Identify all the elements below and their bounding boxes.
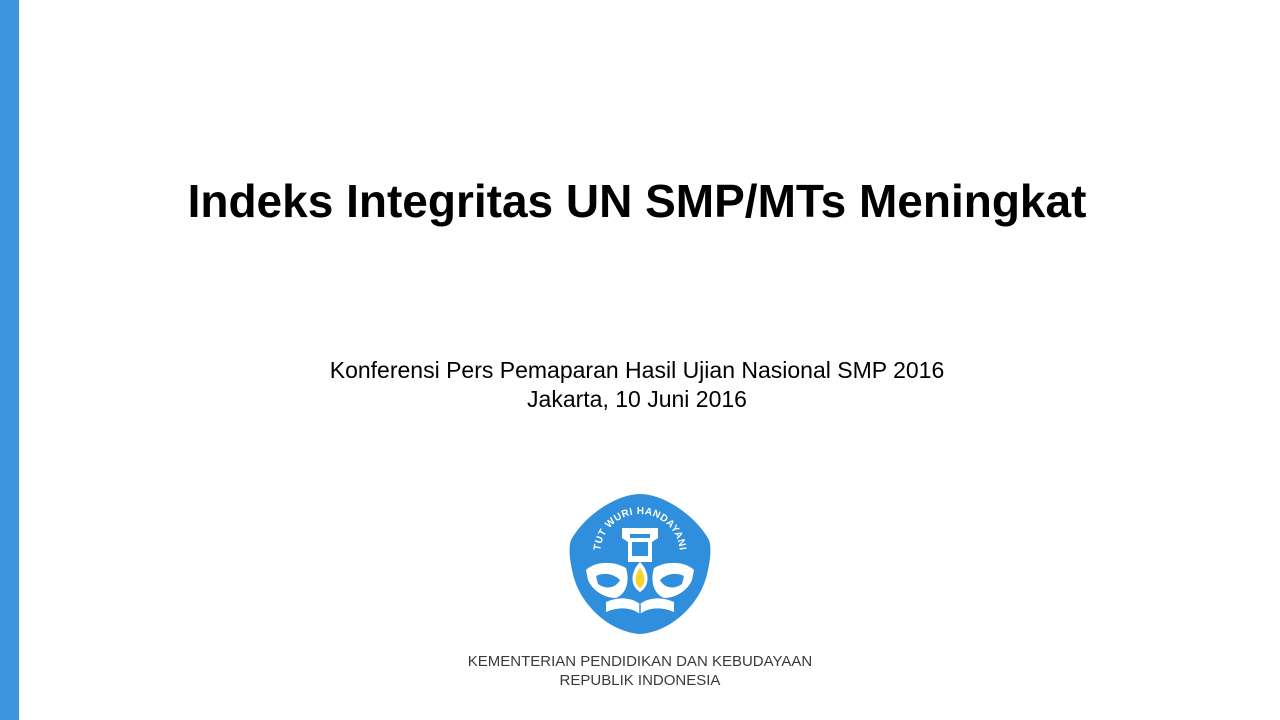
tut-wuri-handayani-emblem-icon: [566, 490, 714, 638]
ministry-line: KEMENTERIAN PENDIDIKAN DAN KEBUDAYAAN: [467, 653, 813, 670]
ministry-name: [0, 652, 1280, 690]
slide-subtitle: [0, 356, 1274, 414]
emblem-motto: TUT WURI HANDAYANI: [592, 505, 688, 552]
event-date: Jakarta, 10 Juni 2016: [527, 386, 747, 412]
slide-title: Indeks Integritas UN SMP/MTs Meningkat: [187, 175, 1087, 227]
event-name: Konferensi Pers Pemaparan Hasil Ujian Nasional SMP 2016: [329, 357, 945, 383]
country-line: REPUBLIK INDONESIA: [559, 672, 721, 689]
